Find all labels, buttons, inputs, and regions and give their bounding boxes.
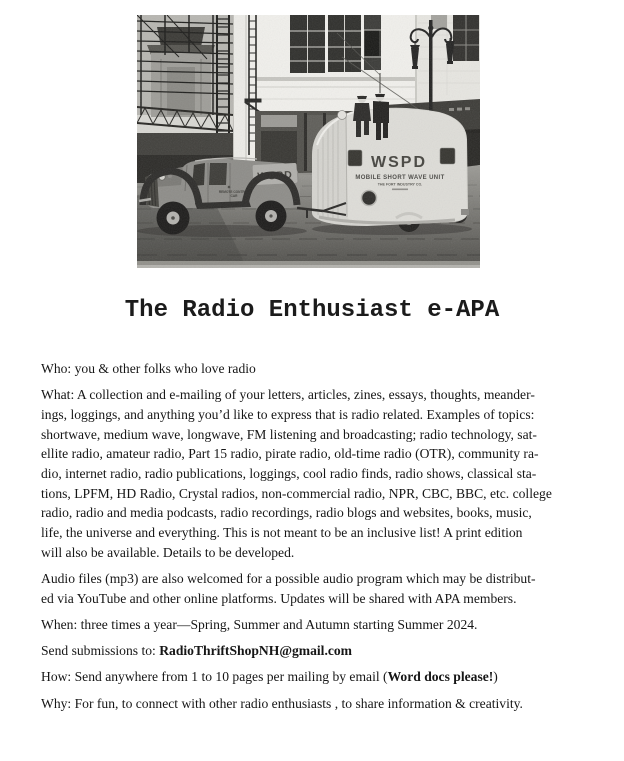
how-paragraph bbox=[41, 667, 587, 687]
how-bold: Word docs please! bbox=[387, 669, 494, 685]
paragraph-line: tions, LPFM, HD Radio, Crystal radios, non-commercial radio, NPR, CBC, BBC, etc. college bbox=[41, 485, 552, 501]
paragraph-line: What: A collection and e-mailing of your letters, articles, zines, essays, thoughts, meander- bbox=[41, 387, 535, 403]
paragraph-line: ellite radio, amateur radio, Part 15 radio, pirate radio, old-time radio (OTR), community ra- bbox=[41, 446, 539, 462]
paragraph-line: dio, internet radio, radio publications, loggings, cool radio finds, radio shows, classical sta- bbox=[41, 466, 537, 482]
paragraph-line: Who: you & other folks who love radio bbox=[41, 361, 256, 376]
what-paragraph bbox=[41, 385, 587, 562]
send-paragraph bbox=[41, 641, 587, 661]
who-paragraph bbox=[41, 359, 587, 379]
submission-email: RadioThriftShopNH@gmail.com bbox=[159, 643, 352, 659]
paragraph-line: life, the universe and everything. This is not meant to be an inclusive list! A print edition bbox=[41, 525, 523, 541]
paragraph-line: Why: For fun, to connect with other radio enthusiasts , to share information & creativity. bbox=[41, 695, 523, 711]
how-suffix: ) bbox=[493, 669, 498, 685]
why-paragraph bbox=[41, 694, 587, 714]
page-title: The Radio Enthusiast e-APA bbox=[124, 297, 500, 324]
photo-wspd-mobile-unit bbox=[137, 15, 480, 268]
paragraph-line: will also be available. Details to be developed. bbox=[41, 544, 295, 560]
paragraph-line: Audio files (mp3) are also welcomed for a possible audio program which may be distribut- bbox=[41, 571, 536, 587]
how-prefix: How: Send anywhere from 1 to 10 pages per mailing by email ( bbox=[41, 669, 388, 685]
send-prefix: Send submissions to: bbox=[41, 643, 160, 659]
paragraph-line: shortwave, medium wave, longwave, FM listening and broadcasting; radio technology, sat- bbox=[41, 426, 537, 442]
paragraph-line: When: three times a year—Spring, Summer and Autumn starting Summer 2024. bbox=[41, 616, 478, 632]
film-grain-overlay bbox=[137, 15, 480, 268]
when-paragraph bbox=[41, 615, 587, 635]
audio-paragraph bbox=[41, 569, 587, 608]
paragraph-line: radio, radio and media podcasts, radio recordings, radio blogs and websites, books, music, bbox=[41, 505, 532, 521]
paragraph-line: ings, loggings, and anything you’d like to express that is radio related. Examples of topics: bbox=[41, 406, 535, 422]
flyer-body bbox=[41, 359, 587, 720]
paragraph-line: ed via YouTube and other online platforms. Updates will be shared with APA members. bbox=[41, 590, 517, 606]
